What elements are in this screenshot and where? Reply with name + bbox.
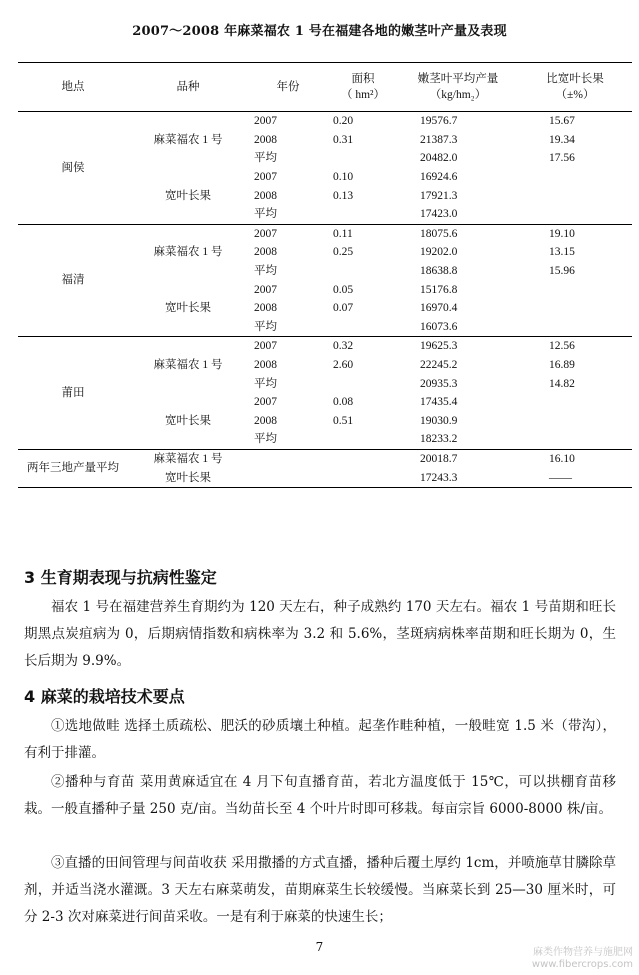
cell-yield: 19202.0 (420, 246, 458, 259)
header-yield-line1: 嫩茎叶平均产量 (417, 73, 499, 85)
yield-table (18, 62, 632, 488)
cell-year: 2008 (254, 302, 277, 315)
cell-year: 2007 (254, 283, 277, 296)
cell-location: 莆田 (18, 337, 128, 450)
cell-ratio: 17.56 (549, 152, 575, 165)
table-row (18, 337, 632, 356)
cell-yield: 19030.9 (420, 414, 458, 427)
cell-ratio (519, 186, 632, 205)
section-heading-4: 4 麻菜的栽培技术要点 (24, 687, 185, 706)
cell-ratio: 16.10 (549, 452, 575, 465)
cell-ratio (519, 299, 632, 318)
cell-ratio (519, 412, 632, 431)
cell-yield: 20018.7 (420, 452, 458, 465)
cell-yield: 20935.3 (420, 377, 458, 390)
cell-yield: 18638.8 (420, 265, 458, 278)
cell-area: 0.05 (333, 283, 354, 296)
cell-area: 0.51 (333, 414, 354, 427)
header-yield (398, 63, 519, 112)
watermark-line2: www.fibercrops.com (531, 959, 633, 970)
header-yield-line2: （kg/hm₂） (429, 89, 487, 101)
cell-ratio: 14.82 (549, 377, 575, 390)
cell-ratio (519, 168, 632, 187)
cell-area (329, 205, 398, 224)
cell-variety: 宽叶长果 (128, 393, 248, 449)
table-title: 2007～2008 年麻菜福农 1 号在福建各地的嫩茎叶产量及表现 (132, 24, 507, 39)
table-body (18, 112, 632, 488)
cell-year: 2008 (254, 189, 277, 202)
cell-ratio (519, 430, 632, 449)
cell-ratio (519, 280, 632, 299)
cell-year (248, 449, 329, 468)
cell-area (329, 318, 398, 337)
cell-year: 2008 (254, 246, 277, 259)
cell-yield: 16970.4 (420, 302, 458, 315)
cell-yield: 15176.8 (420, 283, 458, 296)
watermark (532, 947, 633, 971)
section-4-paragraph-3: ③直播的田间管理与间苗收获 采用撒播的方式直播，播种后覆土厚约 1cm，并喷施草甘膦除草剂，并适当浇水灌溉。3 天左右麻菜萌发，苗期麻菜生长较缓慢。当麻菜长到 25—30 厘米时，可分 2-3 次对麻菜进行间苗采收。一是有利于麻菜的快速生长； (24, 855, 616, 925)
cell-area (329, 149, 398, 168)
cell-year: 平均 (254, 265, 277, 278)
cell-area: 0.07 (333, 302, 354, 315)
cell-year: 2007 (254, 227, 277, 240)
header-year: 年份 (248, 63, 329, 112)
cell-ratio: 15.96 (549, 265, 575, 278)
cell-area: 0.10 (333, 171, 354, 184)
cell-location: 福清 (18, 224, 128, 337)
header-ratio (519, 63, 632, 112)
cell-ratio: 15.67 (549, 115, 575, 128)
cell-year: 2008 (254, 414, 277, 427)
summary-row (18, 449, 632, 468)
cell-yield: 17921.3 (420, 189, 458, 202)
cell-ratio: —— (519, 468, 632, 487)
cell-variety: 麻菜福农 1 号 (153, 133, 223, 146)
header-area (329, 63, 398, 112)
cell-variety: 麻菜福农 1 号 (153, 359, 223, 372)
cell-area: 2.60 (333, 359, 354, 372)
header-variety: 品种 (128, 63, 248, 112)
cell-year: 平均 (248, 205, 329, 224)
table-row (18, 224, 632, 243)
header-area-line2: （ hm²） (340, 89, 386, 101)
cell-ratio: 16.89 (549, 359, 575, 372)
cell-yield: 20482.0 (420, 152, 458, 165)
cell-yield: 16924.6 (420, 171, 458, 184)
cell-yield: 22245.2 (420, 359, 458, 372)
cell-yield: 17435.4 (420, 396, 458, 409)
table-row (18, 112, 632, 131)
cell-area (329, 449, 398, 468)
cell-yield: 17243.3 (398, 468, 519, 487)
page-number: 7 (315, 940, 324, 954)
section-heading-3: 3 生育期表现与抗病性鉴定 (24, 568, 217, 587)
cell-area (329, 468, 398, 487)
cell-area: 0.11 (333, 227, 353, 240)
cell-ratio (519, 205, 632, 224)
cell-yield: 16073.6 (398, 318, 519, 337)
cell-area: 0.13 (333, 189, 354, 202)
cell-year: 2007 (254, 171, 277, 184)
cell-year: 2007 (254, 340, 277, 353)
cell-summary-location: 两年三地产量平均 (18, 449, 128, 487)
section-4-paragraph-2: ②播种与育苗 菜用黄麻适宜在 4 月下旬直播育苗，若北方温度低于 15℃，可以拱棚育苗移栽。一般直播种子量 250 克/亩。当幼苗长至 4 个叶片时即可移栽。每亩宗旨 6000-8000 株/亩。 (24, 774, 616, 817)
cell-area (329, 430, 398, 449)
cell-year (248, 468, 329, 487)
cell-yield: 18075.6 (420, 227, 458, 240)
cell-year: 2007 (254, 115, 277, 128)
watermark-line1: 麻类作物营养与施肥网 (533, 947, 633, 958)
header-ratio-line2: （±%） (555, 89, 595, 101)
cell-variety: 宽叶长果 (128, 280, 248, 336)
cell-year: 平均 (254, 377, 277, 390)
cell-area: 0.31 (333, 133, 354, 146)
cell-yield: 17423.0 (398, 205, 519, 224)
cell-variety: 宽叶长果 (128, 468, 248, 487)
cell-year: 2008 (254, 359, 277, 372)
cell-yield: 19576.7 (420, 115, 458, 128)
cell-ratio (519, 318, 632, 337)
cell-ratio: 12.56 (549, 340, 575, 353)
cell-area: 0.20 (333, 115, 354, 128)
cell-ratio: 13.15 (549, 246, 575, 259)
cell-year: 平均 (254, 152, 277, 165)
header-area-line1: 面积 (351, 73, 375, 85)
section-4-paragraph-1: ①选地做畦 选择土质疏松、肥沃的砂质壤土种植。起垄作畦种植，一般畦宽 1.5 米（带沟），有利于排灌。 (24, 718, 616, 761)
cell-variety: 宽叶长果 (128, 168, 248, 224)
header-ratio-line1: 比宽叶长果 (546, 73, 604, 85)
cell-variety: 麻菜福农 1 号 (153, 246, 223, 259)
cell-area (329, 262, 398, 281)
cell-ratio: 19.10 (549, 227, 575, 240)
cell-year: 平均 (248, 318, 329, 337)
cell-yield: 21387.3 (420, 133, 458, 146)
cell-variety: 麻菜福农 1 号 (153, 452, 223, 465)
cell-yield: 18233.2 (398, 430, 519, 449)
cell-ratio: 19.34 (549, 133, 575, 146)
cell-area (329, 374, 398, 393)
cell-area: 0.25 (333, 246, 354, 259)
header-location: 地点 (18, 63, 128, 112)
cell-year: 2007 (254, 396, 277, 409)
table-header-row (18, 63, 632, 112)
cell-location: 闽侯 (18, 112, 128, 225)
cell-year: 2008 (254, 133, 277, 146)
cell-year: 平均 (248, 430, 329, 449)
section-3-paragraph: 福农 1 号在福建营养生育期约为 120 天左右，种子成熟约 170 天左右。福农 1 号苗期和旺长期黑点炭疽病为 0，后期病情指数和病株率为 3.2 和 5.6%，茎斑病病株率苗期和旺长期为 0，生长后期为 9.9%。 (24, 599, 616, 669)
cell-area: 0.08 (333, 396, 354, 409)
cell-area: 0.32 (333, 340, 354, 353)
cell-ratio (519, 393, 632, 412)
cell-yield: 19625.3 (420, 340, 458, 353)
